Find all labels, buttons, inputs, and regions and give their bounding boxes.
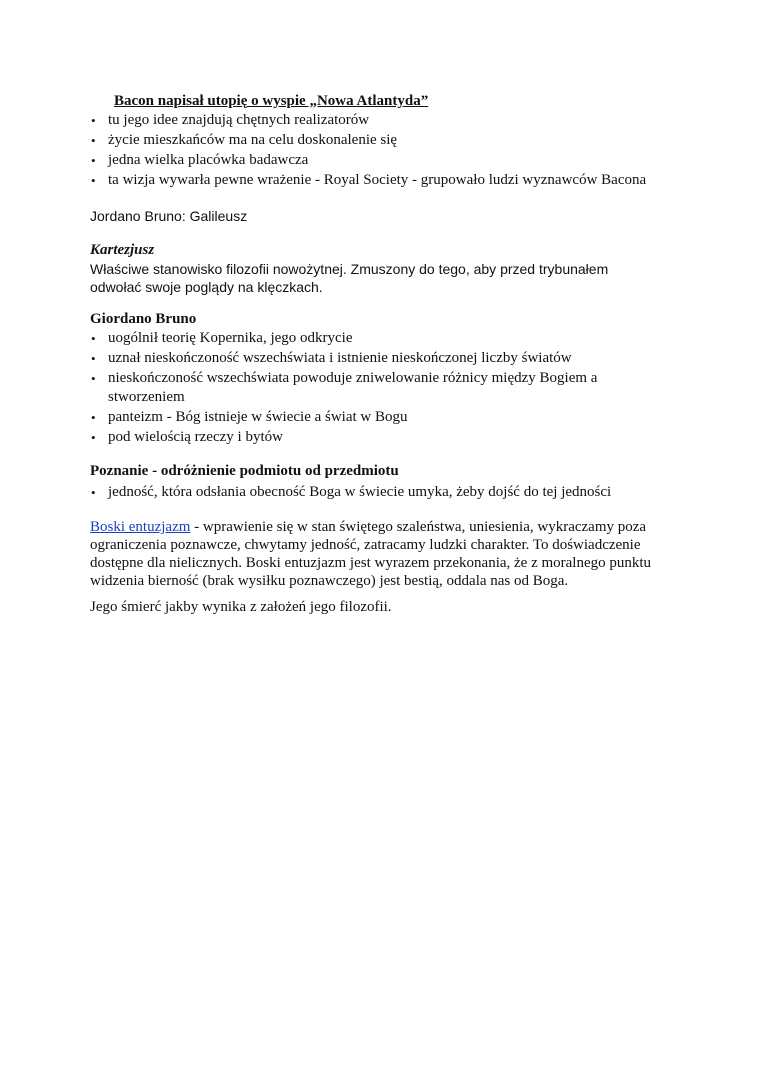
bacon-title: Bacon napisał utopię o wyspie „Nowa Atlantyda” [114, 93, 429, 109]
document-page [90, 92, 690, 616]
list-item-text: uogólnił teorię Kopernika, jego odkrycie [108, 330, 353, 346]
bullet-icon: • [91, 410, 96, 425]
bullet-icon: • [91, 351, 96, 366]
jordano-line: Jordano Bruno: Galileusz [90, 208, 248, 224]
list-item-text: życie mieszkańców ma na celu doskonalenie się [108, 132, 398, 148]
list-item [90, 329, 690, 348]
boski-paragraph-line-2: ograniczenia poznawcze, chwytamy jedność, zatracamy ludzki charakter. To doświadczenie [90, 537, 641, 553]
boski-paragraph-line-3: dostępne dla nielicznych. Boski entuzjazm jest wyrazem przekonania, że z moralnego punktu [90, 555, 652, 571]
kartezjusz-line-1: Właściwe stanowisko filozofii nowożytnej. Zmuszony do tego, aby przed trybunałem [90, 261, 609, 277]
bacon-list [90, 111, 690, 190]
list-item [90, 171, 690, 190]
bullet-icon: • [91, 113, 96, 128]
poznanie-list [90, 483, 690, 502]
boski-entuzjazm-link[interactable]: Boski entuzjazm [90, 519, 191, 535]
bullet-icon: • [91, 133, 96, 148]
list-item [90, 483, 690, 502]
list-item [90, 428, 690, 447]
bullet-icon: • [91, 430, 96, 445]
smierc-line: Jego śmierć jakby wynika z założeń jego filozofii. [90, 599, 392, 615]
bullet-icon: • [91, 173, 96, 188]
giordano-heading: Giordano Bruno [90, 311, 197, 327]
boski-paragraph-line-4: widzenia bierność (brak wysiłku poznawczego) jest bestią, oddala nas od Boga. [90, 573, 569, 589]
list-item [90, 408, 690, 427]
list-item [90, 111, 690, 130]
list-item-text: ta wizja wywarła pewne wrażenie - Royal Society - grupowało ludzi wyznawców Bacona [108, 172, 647, 188]
kartezjusz-heading: Kartezjusz [90, 242, 155, 258]
list-item-text: pod wielością rzeczy i bytów [108, 429, 283, 445]
bullet-icon: • [91, 485, 96, 500]
list-item-text: nieskończoność wszechświata powoduje zniwelowanie różnicy między Bogiem a [108, 370, 598, 386]
bullet-icon: • [91, 153, 96, 168]
list-item-text: panteizm - Bóg istnieje w świecie a świat w Bogu [108, 409, 408, 425]
list-item [90, 369, 690, 407]
boski-line-1-text: - wprawienie się w stan świętego szaleństwa, uniesienia, wykraczamy poza [190, 519, 647, 535]
list-item-text: uznał nieskończoność wszechświata i istnienie nieskończonej liczby światów [108, 350, 572, 366]
list-item-text: tu jego idee znajdują chętnych realizatorów [108, 112, 370, 128]
list-item [90, 151, 690, 170]
list-item-text: jedna wielka placówka badawcza [108, 152, 309, 168]
bullet-icon: • [91, 331, 96, 346]
bullet-icon: • [91, 371, 96, 386]
kartezjusz-line-2: odwołać swoje poglądy na klęczkach. [90, 279, 323, 295]
list-item-text: jedność, która odsłania obecność Boga w świecie umyka, żeby dojść do tej jedności [108, 484, 612, 500]
poznanie-heading: Poznanie - odróżnienie podmiotu od przedmiotu [90, 463, 399, 479]
list-item-text-continuation: stworzeniem [108, 389, 185, 405]
giordano-list [90, 329, 690, 447]
list-item [90, 131, 690, 150]
boski-paragraph-line-1 [90, 518, 690, 536]
list-item [90, 349, 690, 368]
